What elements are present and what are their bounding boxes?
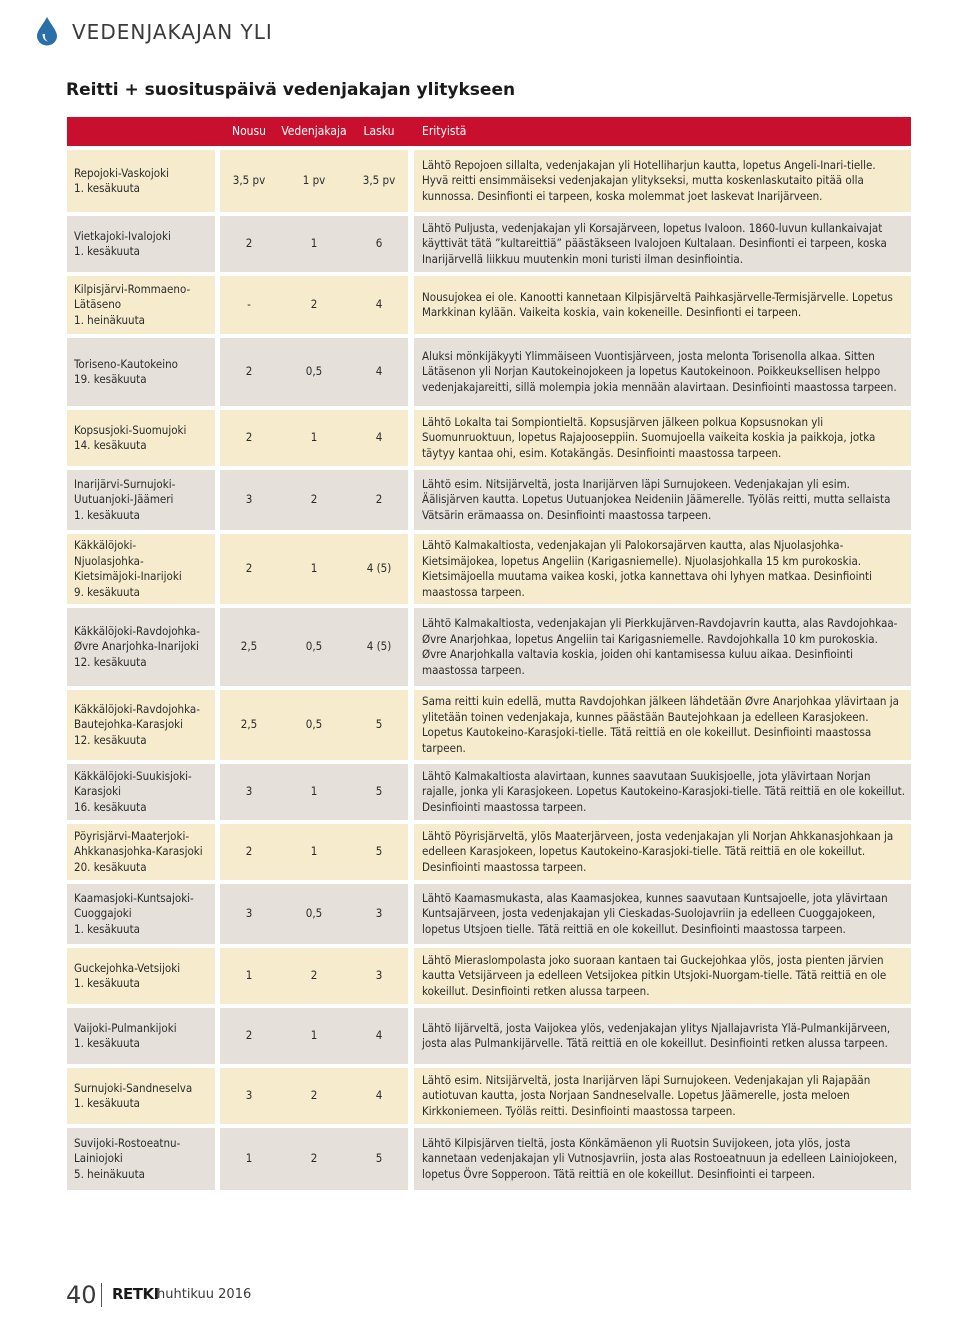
vedenjakaja-value: 1 [278,764,350,820]
nousu-value: 2 [220,338,278,406]
recommended-date: 16. kesäkuuta [74,799,147,814]
issue-date: huhtikuu 2016 [157,1287,252,1302]
recommended-date: 1. heinäkuuta [74,312,145,327]
route-name-cell [67,764,215,820]
route-name-line: Pöyrisjärvi-Maaterjoki- [74,828,190,843]
table-row [67,1128,911,1190]
table-row [67,338,911,406]
recommended-date: 5. heinäkuuta [74,1166,145,1181]
route-name-cell [67,608,215,686]
route-name-line: Vietkajoki-Ivalojoki [74,228,171,243]
recommended-date: 20. kesäkuuta [74,859,147,874]
header-route-cell [67,117,215,146]
header-nousu: Nousu [220,117,278,146]
route-name-cell [67,150,215,212]
route-notes: Lähtö Repojoen sillalta, vedenjakajan yli Hotelliharjun kautta, lopetus Angeli-Inari-tielle. Hyvä reitti ensimmäiseksi vedenjakajan ylitykseksi, mutta koskenlaskutaito pitää olla kunnossa. Desinfionti ei tarpeen, koska molemmat joet laskevat Inarijärveen. [414,150,911,212]
recommended-date: 1. kesäkuuta [74,1096,140,1110]
magazine-logo: RETKI [112,1285,159,1303]
lasku-value: 5 [350,824,408,880]
lasku-value: 4 [350,1008,408,1064]
header-erityista: Erityistä [414,117,911,146]
nousu-value: 2 [220,216,278,272]
route-notes: Lähtö Iijärveltä, josta Vaijokea ylös, vedenjakajan ylitys Njallajavrista Ylä-Pulmankijärveen, josta alas Pulmankijärvelle. Tätä reittiä en ole kokeillut. Desinfiointi retken alussa tarpeen. [414,1008,911,1064]
route-name-cell [67,948,215,1004]
route-name-line: Øvre Anarjohka-Inarijoki [74,639,199,654]
table-row [67,410,911,466]
table-row [67,690,911,760]
route-notes: Lähtö Mieraslompolasta joko suoraan kantaen tai Guckejohkaa ylös, josta pienten järvien kautta Vetsijärveen ja edelleen Vetsijokea pitkin Utsjoki-Nuorgam-tielle. Tätä reittiä en ole kokeillut. Desinfiointi retken alussa tarpeen. [414,948,911,1004]
route-name-line: Repojoki-Vaskojoki [74,165,169,180]
table-row [67,824,911,880]
route-name-line: Cuoggajoki [74,906,132,921]
route-name-cell [67,338,215,406]
route-name-line: Surnujoki-Sandneselva [74,1080,193,1095]
nousu-value: 3 [220,1068,278,1124]
route-notes: Lähtö Kalmakaltiosta, vedenjakajan yli Pierkkujärven-Ravdojavrin kautta, alas Ravdojohkaa-Øvre Anarjohkaa, lopetus Angeliin tai Karigasniemelle. Ravdojohkalla 10 km purokoskia. Øvre Anarjohkalla valtavia koskia, joiden ohi kantamisessa kuluu aikaa. Desinfiointi maastossa tarpeen. [414,608,911,686]
route-notes: Lähtö esim. Nitsijärveltä, josta Inarijärven läpi Surnujokeen. Vedenjakajan yli esim. Äälisjärven kautta. Lopetus Uutuanjokea Neideniin Jäämerelle. Työläs reitti, mutta sellaista Vätsärin erämaassa on. Desinfiointi maastossa tarpeen. [414,470,911,530]
vedenjakaja-value: 0,5 [278,884,350,944]
table-row [67,276,911,334]
route-name-line: Vaijoki-Pulmankijoki [74,1020,177,1035]
route-name-cell [67,410,215,466]
nousu-value: 3 [220,470,278,530]
lasku-value: 2 [350,470,408,530]
route-name-cell [67,690,215,760]
nousu-value: 2 [220,410,278,466]
route-name-line: Lainiojoki [74,1151,123,1166]
route-name-cell [67,276,215,334]
nousu-value: 3 [220,764,278,820]
table-row [67,764,911,820]
route-name-line: Toriseno-Kautokeino [74,356,178,371]
vedenjakaja-value: 2 [278,276,350,334]
vedenjakaja-value: 2 [278,1068,350,1124]
lasku-value: 4 [350,338,408,406]
table-row [67,534,911,604]
table-row [67,1008,911,1064]
lasku-value: 4 (5) [350,534,408,604]
route-name-line: Kilpisjärvi-Rommaeno- [74,281,191,296]
route-name-cell [67,216,215,272]
lasku-value: 3 [350,884,408,944]
route-notes: Lähtö Puljusta, vedenjakajan yli Korsajärveen, lopetus Ivaloon. 1860-luvun kullankaivajat käyttivät tätä ”kultareittiä” päästäkseen Ivalojoen Kultalaan. Desinfionti ei tarpeen, koska Inarijärvellä liikkuu muutenkin moni turisti ilman desinfiointia. [414,216,911,272]
vedenjakaja-value: 2 [278,948,350,1004]
route-name-line: Suvijoki-Rostoeatnu- [74,1135,181,1150]
nousu-value: 2,5 [220,608,278,686]
route-notes: Lähtö Pöyrisjärveltä, ylös Maaterjärveen, josta vedenjakajan yli Norjan Ahkkanasjohkaan ja edelleen Karasjokeen, lopetus Kautokeino-Karasjoki-tielle. Tätä reittiä en ole kokeillut. Desinfiointi maastossa tarpeen. [414,824,911,880]
route-name-line: Käkkälöjoki-Ravdojohka- [74,623,200,638]
route-name-cell [67,1128,215,1190]
route-name-cell [67,884,215,944]
vedenjakaja-value: 0,5 [278,608,350,686]
vedenjakaja-value: 2 [278,1128,350,1190]
recommended-date: 9. kesäkuuta [74,584,140,599]
lasku-value: 3 [350,948,408,1004]
table-row [67,948,911,1004]
recommended-date: 1. kesäkuuta [74,1036,140,1050]
table-row [67,216,911,272]
route-notes: Lähtö Kilpisjärven tieltä, josta Könkämäenon yli Ruotsin Suvijokeen, jota ylös, josta kannetaan vedenjakajan yli Vutnosjavriin, josta alas Rostoeatnuun ja edelleen Lainiojokeen, lopetus Övre Sopperoon. Tätä reittiä en ole kokeillut. Desinfiointi ei tarpeen. [414,1128,911,1190]
nousu-value: 1 [220,1128,278,1190]
route-name-line: Lätäseno [74,297,122,312]
route-name-line: Käkkälöjoki- [74,538,137,552]
route-name-line: Kopsusjoki-Suomujoki [74,422,187,437]
route-name-cell [67,824,215,880]
route-name-line: Guckejohka-Vetsijoki [74,960,181,975]
vedenjakaja-value: 2 [278,470,350,530]
route-name-line: Karasjoki [74,784,121,799]
routes-table [67,113,911,1194]
lasku-value: 5 [350,764,408,820]
recommended-date: 1. kesäkuuta [74,976,140,990]
table-row [67,150,911,212]
recommended-date: 1. kesäkuuta [74,507,140,522]
recommended-date: 12. kesäkuuta [74,732,147,747]
nousu-value: 3 [220,884,278,944]
route-name-line: Kietsimäjoki-Inarijoki [74,569,182,583]
route-name-line: Inarijärvi-Surnujoki- [74,476,176,491]
route-name-cell [67,1008,215,1064]
nousu-value: 3,5 pv [220,150,278,212]
vedenjakaja-value: 1 [278,216,350,272]
header-vedenjakaja: Vedenjakaja [278,117,350,146]
recommended-date: 1. kesäkuuta [74,921,140,936]
table-row [67,1068,911,1124]
vedenjakaja-value: 0,5 [278,338,350,406]
route-name-line: Njuolasjohka- [74,553,144,568]
vedenjakaja-value: 1 [278,1008,350,1064]
header-lasku: Lasku [350,117,408,146]
route-name-cell [67,470,215,530]
lasku-value: 4 [350,1068,408,1124]
table-row [67,608,911,686]
route-name-line: Uutuanjoki-Jäämeri [74,492,174,507]
vedenjakaja-value: 0,5 [278,690,350,760]
table-row [67,884,911,944]
route-name-line: Käkkälöjoki-Ravdojohka- [74,701,200,716]
vedenjakaja-value: 1 [278,410,350,466]
lasku-value: 5 [350,690,408,760]
recommended-date: 12. kesäkuuta [74,654,147,669]
route-name-cell [67,534,215,604]
route-notes: Aluksi mönkijäkyyti Ylimmäiseen Vuontisjärveen, josta melonta Torisenolla alkaa. Sitten Lätäsenon yli Norjan Kautokeinojokeen ja lopetus Kautokeinoon. Poikkeuksellisen helppo vedenjakajareitti, sillä molempia jokia mennään alavirtaan. Desinfiointi maastossa tarpeen. [414,338,911,406]
nousu-value: 2,5 [220,690,278,760]
nousu-value: 2 [220,824,278,880]
table-header-row [67,117,911,146]
page-title: Reitti + suosituspäivä vedenjakajan ylitykseen [66,80,516,100]
lasku-value: 5 [350,1128,408,1190]
nousu-value: - [220,276,278,334]
section-title: VEDENJAKAJAN YLI [72,20,273,44]
recommended-date: 19. kesäkuuta [74,372,147,386]
vedenjakaja-value: 1 pv [278,150,350,212]
recommended-date: 1. kesäkuuta [74,181,140,195]
route-notes: Lähtö Lokalta tai Sompiontieltä. Kopsusjärven jälkeen polkua Kopsusnokan yli Suomunruoktuun, lopetus Rajajooseppiin. Suomujoella vaikeita koskia ja paikkoja, jotka täytyy kantaa ohi, esim. Kotakängäs. Desinfiointi maastossa tarpeen. [414,410,911,466]
route-notes: Sama reitti kuin edellä, mutta Ravdojohkan jälkeen lähdetään Øvre Anarjohkaa ylävirtaan ja ylitetään toinen vedenjakaja, kunnes päästään Bautejohkaan ja edelleen Karasjokeen. Lopetus Kautokeino-Karasjoki-tielle. Tätä reittiä en ole kokeillut. Desinfiointi maastossa tarpeen. [414,690,911,760]
footer-divider [101,1283,102,1307]
route-name-line: Käkkälöjoki-Suukisjoki- [74,768,192,783]
recommended-date: 1. kesäkuuta [74,244,140,258]
route-notes: Nousujokea ei ole. Kanootti kannetaan Kilpisjärveltä Paihkasjärvelle-Termisjärvelle. Lopetus Markkinan kylään. Vaikeita koskia, vain kokeneille. Desinfionti ei tarpeen. [414,276,911,334]
nousu-value: 2 [220,534,278,604]
table-row [67,470,911,530]
page-header [0,0,960,70]
lasku-value: 4 (5) [350,608,408,686]
vedenjakaja-value: 1 [278,824,350,880]
route-notes: Lähtö esim. Nitsijärveltä, josta Inarijärven läpi Surnujokeen. Vedenjakajan yli Rajapään autiotuvan kautta, josta Norjaan Sandneselvalle. Lopetus Jäämerelle, josta meloen Kirkkoniemeen. Työläs reitti. Desinfiointi maastossa tarpeen. [414,1068,911,1124]
lasku-value: 3,5 pv [350,150,408,212]
route-name-line: Kaamasjoki-Kuntsajoki- [74,890,194,905]
water-drop-icon [36,16,58,46]
route-name-line: Ahkkanasjohka-Karasjoki [74,844,203,859]
nousu-value: 1 [220,948,278,1004]
vedenjakaja-value: 1 [278,534,350,604]
lasku-value: 6 [350,216,408,272]
route-notes: Lähtö Kaamasmukasta, alas Kaamasjokea, kunnes saavutaan Kuntsajoelle, jota ylävirtaan Kuntsajärveen, josta vedenjakajan yli Cieskadas-Suolojavriin ja edelleen Cuoggajokeen, lopetus Utsjoen tielle. Tätä reittiä en ole kokeillut. Desinfiointi maastossa tarpeen. [414,884,911,944]
lasku-value: 4 [350,410,408,466]
nousu-value: 2 [220,1008,278,1064]
page-number: 40 [66,1281,97,1309]
route-notes: Lähtö Kalmakaltiosta alavirtaan, kunnes saavutaan Suukisjoelle, jota ylävirtaan Norjan rajalle, jonka yli Karasjokeen. Lopetus Kautokeino-Karasjoki-tielle. Tätä reittiä en ole kokeillut. Desinfiointi maastossa tarpeen. [414,764,911,820]
route-name-cell [67,1068,215,1124]
route-notes: Lähtö Kalmakaltiosta, vedenjakajan yli Palokorsajärven kautta, alas Njuolasjohka-Kietsimäjokea, lopetus Angeliin (Karigasniemelle). Njuolasjohkalla 15 km purokoskia. Kietsimäjoella muutama vaikea koski, jotka kannettava ohi lyhyen matkaa. Desinfiointi maastossa tarpeen. [414,534,911,604]
lasku-value: 4 [350,276,408,334]
route-name-line: Bautejohka-Karasjoki [74,717,184,732]
recommended-date: 14. kesäkuuta [74,438,147,452]
